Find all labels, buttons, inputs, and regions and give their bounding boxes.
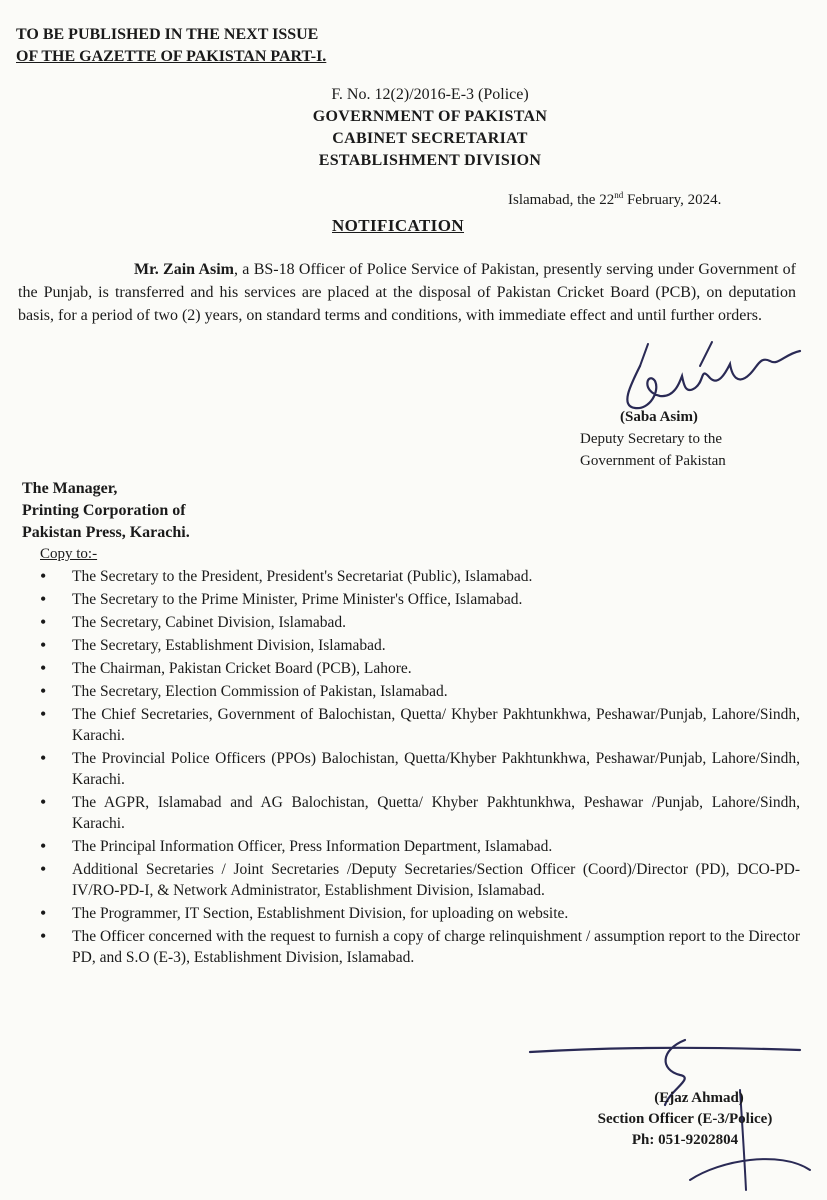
signatory-1-title-1: Deputy Secretary to the [580, 431, 723, 447]
copy-to-item: • The Provincial Police Officers (PPOs) Balochistan, Quetta/Khyber Pakhtunkhwa, Peshawar/Punjab, Lahore/Sindh, Karachi. [40, 748, 800, 790]
officer-name: Mr. Zain Asim [134, 261, 235, 278]
date-suffix: nd [614, 190, 624, 200]
signatory-2-title: Section Officer (E-3/Police) [597, 1111, 773, 1127]
signatory-1-title-2: Government of Pakistan [580, 453, 726, 469]
copy-to-item: • The Programmer, IT Section, Establishment Division, for uploading on website. [40, 903, 800, 924]
gazette-publication-note [16, 24, 326, 68]
signature-saba-asim [600, 336, 810, 416]
signatory-2-name: (Ejaz Ahmad) [654, 1090, 744, 1106]
copy-to-item: • The Secretary, Establishment Division, Islamabad. [40, 635, 800, 656]
copy-to-label: Copy to:- [40, 546, 98, 562]
date-prefix: Islamabad, the 22 [508, 192, 615, 208]
document-header [240, 84, 620, 172]
date-rest: February, 2024. [623, 192, 722, 208]
notification-body [18, 258, 796, 327]
copy-to-item: • The Secretary, Cabinet Division, Islamabad. [40, 612, 800, 633]
addressee [22, 478, 190, 544]
copy-to-item: • The Secretary, Election Commission of Pakistan, Islamabad. [40, 681, 800, 702]
copy-to-item: • The Principal Information Officer, Press Information Department, Islamabad. [40, 836, 800, 857]
addressee-line-1: The Manager, [22, 480, 118, 497]
copy-to-item: • The Chairman, Pakistan Cricket Board (PCB), Lahore. [40, 658, 800, 679]
copy-to-list [40, 566, 800, 970]
signatory-1-name: (Saba Asim) [620, 409, 698, 425]
copy-to-item: • Additional Secretaries / Joint Secretaries /Deputy Secretaries/Section Officer (Coord)/Director (PD), DCO-PD-IV/RO-PD-I, & Network Administrator, Establishment Division, Islamabad. [40, 859, 800, 901]
division-heading: ESTABLISHMENT DIVISION [318, 152, 542, 169]
notification-title: NOTIFICATION [332, 216, 465, 235]
signatory-2 [570, 1088, 800, 1151]
gazette-line-1: TO BE PUBLISHED IN THE NEXT ISSUE [16, 26, 319, 43]
addressee-line-2: Printing Corporation of [22, 502, 186, 519]
copy-to-item: • The Secretary to the Prime Minister, Prime Minister's Office, Islamabad. [40, 589, 800, 610]
signatory-2-phone: Ph: 051-9202804 [631, 1132, 739, 1148]
secretariat-heading: CABINET SECRETARIAT [332, 130, 528, 147]
file-number: F. No. 12(2)/2016-E-3 (Police) [331, 86, 529, 103]
gazette-line-2: OF THE GAZETTE OF PAKISTAN PART-I. [16, 48, 327, 65]
government-heading: GOVERNMENT OF PAKISTAN [312, 108, 548, 125]
copy-to-item: • The Officer concerned with the request to furnish a copy of charge relinquishment / assumption report to the Director PD, and S.O (E-3), Establishment Division, Islamabad. [40, 926, 800, 968]
copy-to-item: • The Secretary to the President, President's Secretariat (Public), Islamabad. [40, 566, 800, 587]
dateline [508, 190, 721, 209]
notification-text: , a BS-18 Officer of Police Service of Pakistan, presently serving under Government of the Punjab, is transferred and his services are placed at the disposal of Pakistan Cricket Board (PCB), on deputation basis, for a period of two (2) years, on standard terms and conditions, with immediate effect and until further orders. [18, 261, 797, 324]
copy-to-item: • The AGPR, Islamabad and AG Balochistan, Quetta/ Khyber Pakhtunkhwa, Peshawar /Punjab, Lahore/Sindh, Karachi. [40, 792, 800, 834]
addressee-line-3: Pakistan Press, Karachi. [22, 524, 190, 541]
copy-to-item: • The Chief Secretaries, Government of Balochistan, Quetta/ Khyber Pakhtunkhwa, Peshawar/Punjab, Lahore/Sindh, Karachi. [40, 704, 800, 746]
signatory-1 [580, 406, 726, 472]
